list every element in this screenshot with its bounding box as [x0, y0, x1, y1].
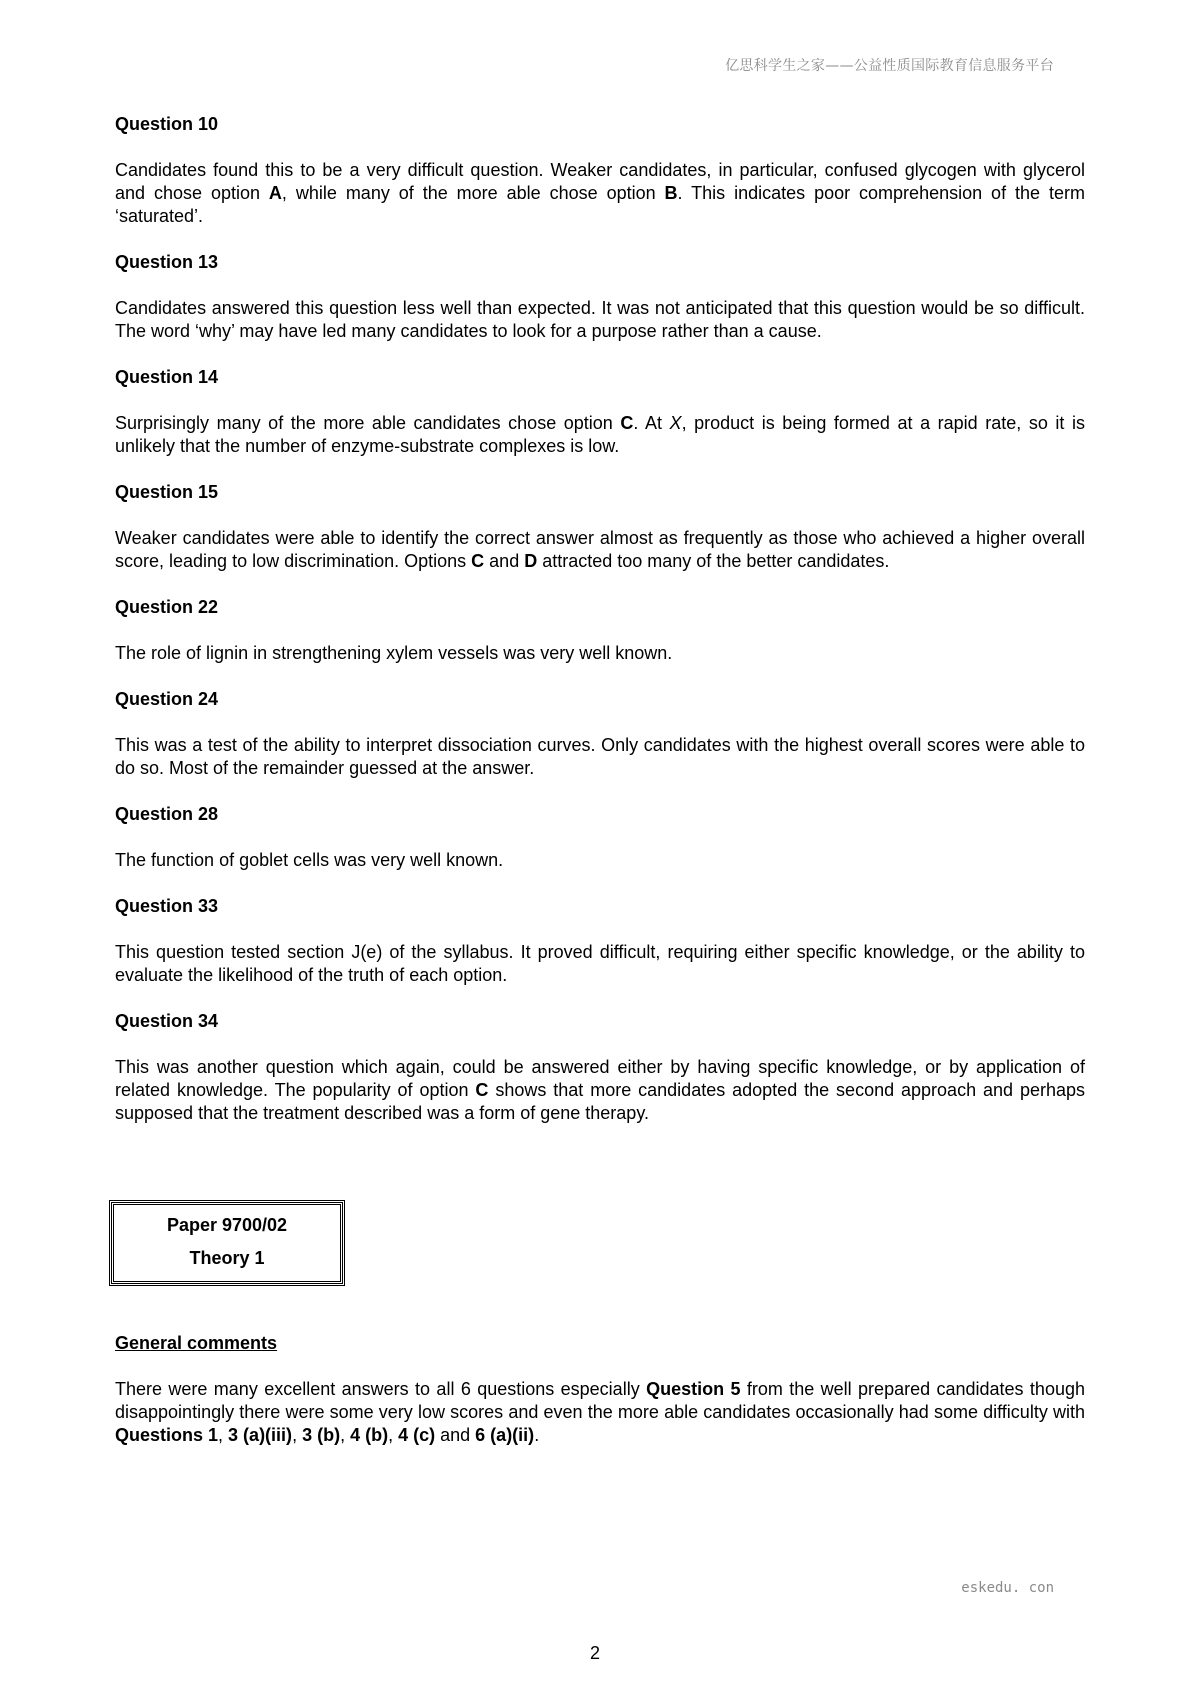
text-run: , [340, 1425, 351, 1445]
bold-text: Question 5 [646, 1379, 741, 1399]
bold-text: 6 (a)(ii) [475, 1425, 535, 1445]
question-commentary [115, 734, 1085, 780]
text-run: from the well prepared candidates though disappointingly there were some very low scores and even the more able candidates occasionally had some difficulty with [115, 1379, 1085, 1422]
italic-text: X [669, 413, 682, 433]
general-comments-paragraph [115, 1378, 1085, 1447]
question-heading: Question 14 [115, 367, 219, 387]
question-heading: Question 33 [115, 896, 219, 916]
question-heading: Question 15 [115, 482, 219, 502]
text-run: , [388, 1425, 399, 1445]
paper-subtitle: Theory 1 [189, 1248, 265, 1268]
text-run: Weaker candidates were able to identify the correct answer almost as frequently as those who achieved a higher overall score, leading to low discrimination. Options [115, 528, 1085, 571]
questions-section [115, 113, 1085, 1148]
text-run: Candidates answered this question less well than expected. It was not anticipated that this question would be so difficult. The word ‘why’ may have led many candidates to look for a purpose rather than a cause. [115, 298, 1085, 341]
text-run: , product is being formed at a rapid rate, so it is unlikely that the number of enzyme-substrate complexes is low. [115, 413, 1085, 456]
bold-text: C [475, 1080, 489, 1100]
text-run: The function of goblet cells was very well known. [115, 850, 504, 870]
bold-text: 4 (b) [350, 1425, 389, 1445]
text-run: This question tested section J(e) of the syllabus. It proved difficult, requiring either specific knowledge, or the ability to evaluate the likelihood of the truth of each option. [115, 942, 1085, 985]
text-run: and [484, 551, 525, 571]
question-heading: Question 34 [115, 1011, 219, 1031]
general-comments-section [115, 1332, 1085, 1470]
general-comments-heading: General comments [115, 1333, 278, 1353]
bold-text: 3 (a)(iii) [228, 1425, 293, 1445]
question-heading: Question 13 [115, 252, 219, 272]
question-commentary [115, 159, 1085, 228]
text-run: The role of lignin in strengthening xylem vessels was very well known. [115, 643, 673, 663]
bold-text: C [620, 413, 634, 433]
bold-text: A [268, 183, 282, 203]
question-commentary [115, 642, 1085, 665]
question-commentary [115, 941, 1085, 987]
question-commentary [115, 527, 1085, 573]
bold-text: B [664, 183, 678, 203]
bold-text: Questions 1 [115, 1425, 219, 1445]
question-heading: Question 24 [115, 689, 219, 709]
question-commentary [115, 412, 1085, 458]
text-run: . [534, 1425, 540, 1445]
text-run: This was a test of the ability to interpret dissociation curves. Only candidates with the highest overall scores were able to do so. Most of the remainder guessed at the answer. [115, 735, 1085, 778]
text-run: This was another question which again, could be answered either by having specific knowledge, or by application of related knowledge. The popularity of option [115, 1057, 1085, 1100]
question-heading: Question 10 [115, 114, 219, 134]
question-commentary [115, 849, 1085, 872]
bold-text: D [524, 551, 538, 571]
question-heading: Question 28 [115, 804, 219, 824]
bold-text: 4 (c) [398, 1425, 436, 1445]
text-run: . This indicates poor comprehension of the term ‘saturated’. [115, 183, 1085, 226]
paper-title-box [111, 1202, 343, 1284]
page-number: 2 [589, 1643, 600, 1663]
question-commentary [115, 1056, 1085, 1125]
text-run: , [292, 1425, 303, 1445]
text-run: attracted too many of the better candidates. [537, 551, 890, 571]
text-run: Candidates found this to be a very difficult question. Weaker candidates, in particular, confused glycogen with glycerol and chose option [115, 160, 1085, 203]
question-heading: Question 22 [115, 597, 219, 617]
paper-code: Paper 9700/02 [166, 1215, 288, 1235]
text-run: , [218, 1425, 229, 1445]
watermark: eskedu. con [961, 1580, 1054, 1596]
text-run: shows that more candidates adopted the second approach and perhaps supposed that the treatment described was a form of gene therapy. [115, 1080, 1085, 1123]
text-run: There were many excellent answers to all 6 questions especially [115, 1379, 647, 1399]
question-commentary [115, 297, 1085, 343]
text-run: Surprisingly many of the more able candidates chose option [115, 413, 621, 433]
bold-text: 3 (b) [302, 1425, 341, 1445]
bold-text: C [471, 551, 485, 571]
text-run: and [435, 1425, 476, 1445]
text-run: , while many of the more able chose option [281, 183, 665, 203]
header-note: 亿思科学生之家——公益性质国际教育信息服务平台 [725, 58, 1054, 74]
text-run: . At [633, 413, 670, 433]
